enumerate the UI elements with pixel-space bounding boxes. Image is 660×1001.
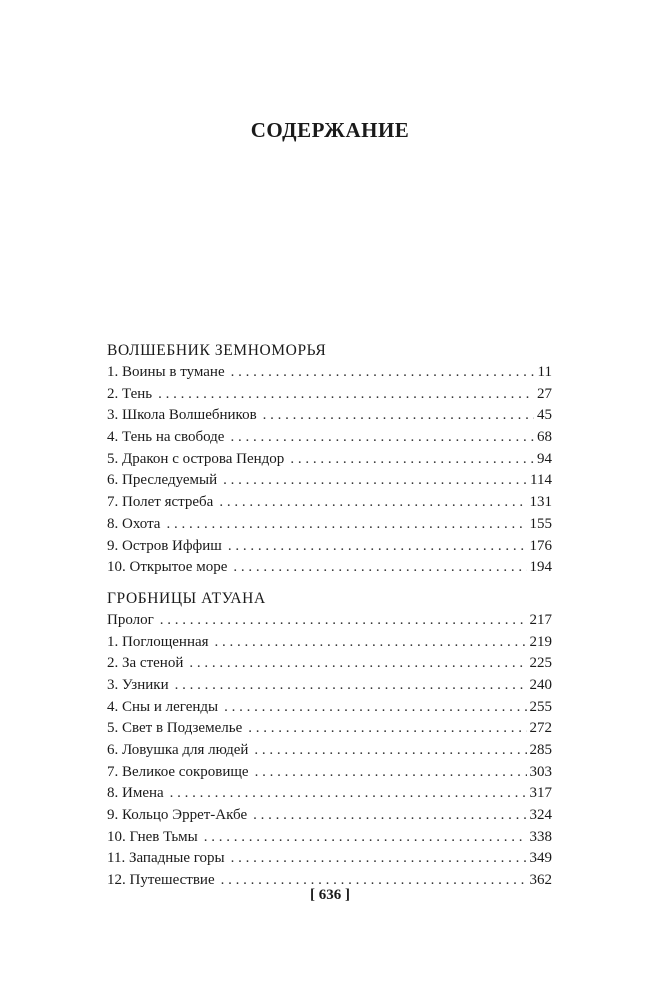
- entry-page-number: 219: [529, 633, 552, 650]
- entry-page-number: 45: [537, 407, 552, 424]
- toc-entry: [107, 653, 552, 675]
- toc-section-tombs-of-atuan: [107, 588, 552, 892]
- entry-page-number: 362: [529, 872, 552, 889]
- entry-title: 5. Дракон с острова Пендор: [107, 450, 285, 467]
- entry-title: 8. Имена: [107, 785, 164, 802]
- dot-leader: [253, 805, 526, 827]
- entry-page-number: 285: [529, 742, 552, 758]
- toc-entry: [107, 384, 552, 406]
- dot-leader: [231, 362, 535, 384]
- entry-title: 6. Ловушка для людей: [107, 742, 249, 758]
- entry-page-number: 114: [530, 472, 552, 489]
- dot-leader: [215, 632, 527, 654]
- dot-leader: [230, 427, 534, 449]
- entry-page-number: 217: [529, 611, 552, 628]
- dot-leader: [255, 762, 527, 784]
- dot-leader: [170, 783, 527, 805]
- entry-page-number: 11: [537, 364, 552, 380]
- toc-entry: [107, 362, 552, 384]
- toc-entry: [107, 492, 552, 514]
- toc-entry: [107, 449, 552, 471]
- entry-title: 11. Западные горы: [107, 850, 225, 867]
- toc-entry: [107, 405, 552, 427]
- toc-entry: [107, 783, 552, 805]
- toc-section-wizard-of-earthsea: [107, 340, 552, 579]
- toc-entry: [107, 718, 552, 740]
- entry-page-number: 68: [537, 429, 552, 446]
- toc-entry: [107, 536, 552, 558]
- section-title: ГРОБНИЦЫ АТУАНА: [107, 589, 266, 607]
- dot-leader: [231, 848, 527, 870]
- dot-leader: [166, 514, 526, 536]
- dot-leader: [160, 610, 527, 632]
- toc-entry: [107, 697, 552, 719]
- dot-leader: [158, 384, 534, 406]
- dot-leader: [263, 405, 534, 427]
- toc-entry: [107, 805, 552, 827]
- dot-leader: [204, 827, 527, 849]
- entry-page-number: 225: [529, 655, 552, 672]
- entry-page-number: 255: [529, 698, 552, 715]
- entry-page-number: 338: [529, 828, 552, 845]
- entry-page-number: 349: [529, 850, 552, 867]
- entry-page-number: 303: [529, 763, 552, 780]
- entry-title: 7. Великое сокровище: [107, 763, 249, 780]
- dot-leader: [224, 697, 526, 719]
- entry-title: 4. Тень на свободе: [107, 429, 225, 446]
- toc-entry: [107, 740, 552, 762]
- entry-title: 3. Узники: [107, 676, 169, 693]
- entry-title: 12. Путешествие: [107, 872, 215, 889]
- entry-title: 3. Школа Волшебников: [107, 407, 257, 424]
- dot-leader: [233, 557, 526, 579]
- dot-leader: [223, 470, 527, 492]
- dot-leader: [248, 718, 526, 740]
- entry-title: 10. Гнев Тьмы: [107, 828, 198, 845]
- entry-page-number: 94: [537, 450, 552, 467]
- dot-leader: [228, 536, 527, 558]
- dot-leader: [219, 492, 526, 514]
- dot-leader: [175, 675, 527, 697]
- toc-entry: [107, 848, 552, 870]
- entry-page-number: 155: [529, 515, 552, 532]
- dot-leader: [290, 449, 534, 471]
- entry-page-number: 27: [537, 385, 552, 402]
- section-title: ВОЛШЕБНИК ЗЕМНОМОРЬЯ: [107, 342, 327, 359]
- entry-title: 8. Охота: [107, 515, 161, 532]
- entry-title: 9. Кольцо Эррет-Акбе: [107, 807, 248, 824]
- entry-title: 2. За стеной: [107, 655, 184, 672]
- entry-page-number: 176: [529, 537, 552, 554]
- page-number: [ 636 ]: [310, 887, 350, 903]
- entry-title: 1. Поглощенная: [107, 633, 209, 650]
- entry-page-number: 317: [529, 785, 552, 802]
- toc-entry: [107, 427, 552, 449]
- entry-page-number: 240: [529, 676, 552, 693]
- toc-entry: [107, 470, 552, 492]
- entry-title: 10. Открытое море: [107, 559, 228, 576]
- entry-page-number: 131: [529, 494, 552, 511]
- entry-title: Пролог: [107, 611, 154, 628]
- toc-entry: [107, 675, 552, 697]
- entry-title: 2. Тень: [107, 385, 153, 402]
- entry-title: 6. Преследуемый: [107, 472, 218, 489]
- entry-title: 1. Воины в тумане: [107, 364, 225, 380]
- toc-entry: [107, 632, 552, 654]
- toc-entry: [107, 557, 552, 579]
- entry-title: 9. Остров Иффиш: [107, 537, 222, 554]
- entry-title: 5. Свет в Подземелье: [107, 720, 243, 737]
- page-title: СОДЕРЖАНИЕ: [250, 118, 410, 142]
- dot-leader: [254, 740, 526, 762]
- entry-page-number: 324: [529, 807, 552, 824]
- table-of-contents: [107, 340, 552, 901]
- toc-entry: [107, 762, 552, 784]
- toc-entry: [107, 610, 552, 632]
- entry-page-number: 272: [529, 720, 552, 737]
- entry-title: 7. Полет ястреба: [107, 494, 214, 511]
- toc-entry: [107, 827, 552, 849]
- entry-page-number: 194: [529, 559, 552, 576]
- dot-leader: [189, 653, 526, 675]
- toc-entry: [107, 514, 552, 536]
- entry-title: 4. Сны и легенды: [107, 698, 219, 715]
